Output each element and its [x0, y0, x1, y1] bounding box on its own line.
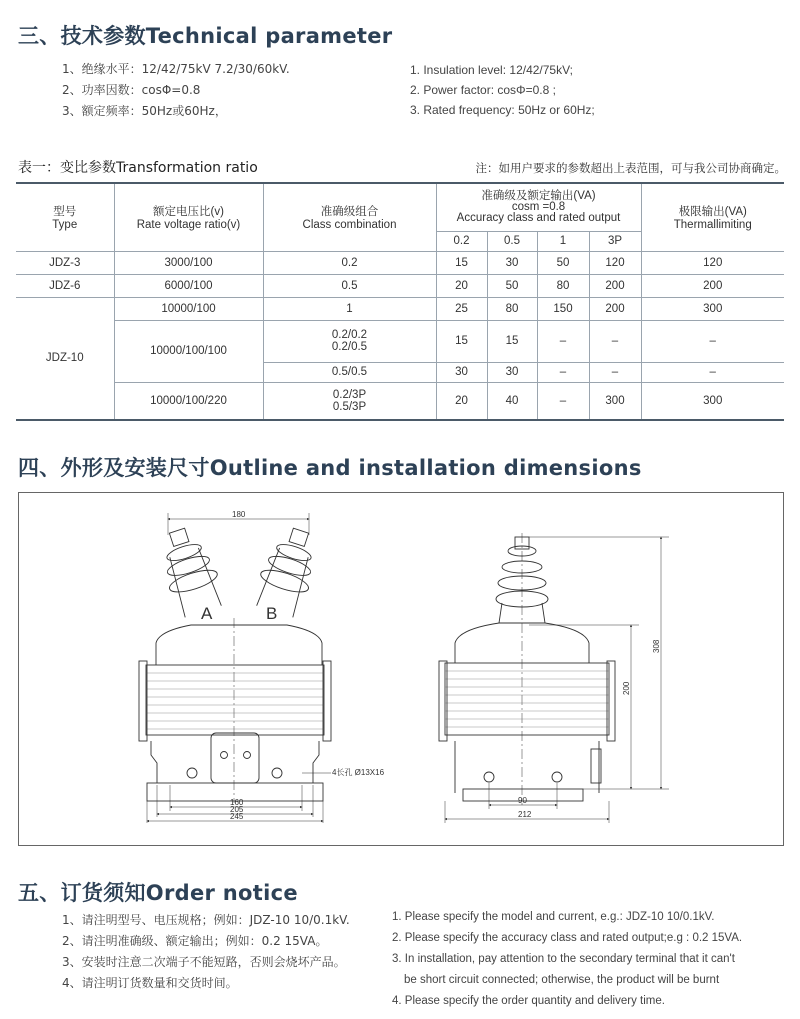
table-row: 0.5/0.5 30 30 – – –	[16, 362, 784, 382]
header-accuracy: 准确级及额定输出(VA) cosm =0.8 Accuracy class and rated output	[436, 183, 641, 231]
sub-header-1: 1	[537, 231, 589, 251]
tech-param-cn-1: 1、绝缘水平：12/42/75kV 7.2/30/60kV.	[62, 62, 290, 76]
tech-param-en-2: 2. Power factor: cosΦ=0.8 ;	[410, 83, 556, 97]
sub-header-02: 0.2	[436, 231, 487, 251]
header-type: 型号 Type	[16, 183, 114, 251]
outline-drawing	[19, 493, 783, 845]
section-title-technical: 三、技术参数Technical parameter	[18, 24, 393, 48]
sub-header-05: 0.5	[487, 231, 537, 251]
section-title-order: 五、订货须知Order notice	[18, 881, 298, 905]
header-ratio: 额定电压比(v) Rate voltage ratio(v)	[114, 183, 263, 251]
dim-180: 180	[232, 510, 246, 519]
section-title-outline: 四、外形及安装尺寸Outline and installation dimensions	[18, 456, 642, 480]
dim-245: 245	[230, 812, 244, 821]
order-cn-1: 1、请注明型号、电压规格；例如：JDZ-10 10/0.1kV.	[62, 913, 350, 927]
outline-drawing-frame	[18, 492, 784, 846]
order-en-1: 1. Please specify the model and current, e.g.: JDZ-10 10/0.1kV.	[392, 911, 715, 923]
sub-header-3p: 3P	[589, 231, 641, 251]
front-view	[139, 513, 331, 823]
header-limit: 极限输出(VA) Thermallimiting	[641, 183, 784, 251]
table-title: 表一：变比参数Transformation ratio	[18, 160, 258, 176]
dim-205: 205	[230, 805, 244, 814]
table-row: 10000/100/220 0.2/3P 0.5/3P 20 40 – 300 300	[16, 382, 784, 420]
label-a: A	[201, 604, 213, 623]
tech-param-cn-3: 3、额定频率：50Hz或60Hz，	[62, 104, 227, 118]
order-en-3: 3. In installation, pay attention to the secondary terminal that it can't	[392, 953, 735, 965]
order-cn-3: 3、安装时注意二次端子不能短路，否则会烧坏产品。	[62, 955, 346, 969]
transformation-ratio-table	[16, 182, 784, 421]
dim-212: 212	[518, 810, 532, 819]
table-row: JDZ-6 6000/100 0.5 20 50 80 200 200	[16, 274, 784, 297]
table-note: 注：如用户要求的参数超出上表范围，可与我公司协商确定。	[475, 161, 786, 175]
tech-param-en-3: 3. Rated frequency: 50Hz or 60Hz;	[410, 103, 595, 117]
order-en-4: 4. Please specify the order quantity and delivery time.	[392, 995, 665, 1007]
tech-param-cn-2: 2、功率因数：cosΦ=0.8	[62, 83, 201, 97]
table-row: JDZ-3 3000/100 0.2 15 30 50 120 120	[16, 251, 784, 274]
table-row: JDZ-10 10000/100 1 25 80 150 200 300	[16, 297, 784, 320]
order-en-3b: be short circuit connected; otherwise, the product will be burnt	[404, 974, 720, 986]
table-row: 10000/100/100 0.2/0.2 0.2/0.5 15 15 – – –	[16, 320, 784, 362]
dim-200: 200	[622, 681, 631, 695]
order-cn-4: 4、请注明订货数量和交货时间。	[62, 976, 238, 990]
header-class: 准确级组合 Class combination	[263, 183, 436, 251]
dim-90: 90	[518, 796, 527, 805]
order-en-2: 2. Please specify the accuracy class and rated output;e.g : 0.2 15VA.	[392, 932, 743, 944]
dim-160: 160	[230, 798, 244, 807]
dim-308: 308	[652, 639, 661, 653]
hole-note: 4长孔 Ø13X16	[332, 768, 385, 777]
side-view	[439, 533, 669, 823]
order-cn-2: 2、请注明准确级、额定输出；例如：0.2 15VA。	[62, 934, 328, 948]
label-b: B	[266, 604, 278, 623]
tech-param-en-1: 1. Insulation level: 12/42/75kV;	[410, 63, 573, 77]
